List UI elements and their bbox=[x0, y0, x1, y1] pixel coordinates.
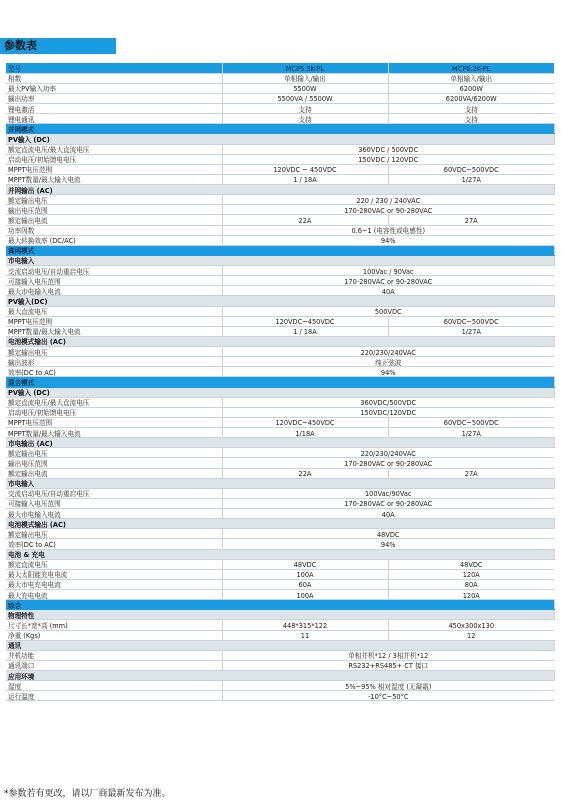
table-row bbox=[6, 660, 554, 670]
param-value-model-a: 单相输入/输出 bbox=[222, 73, 388, 83]
subsection-title: 市电输出 (AC) bbox=[6, 438, 554, 448]
table-row bbox=[6, 235, 554, 245]
spec-table-body bbox=[6, 63, 554, 701]
param-label: 湿度 bbox=[6, 681, 222, 691]
param-value-shared: 40A bbox=[222, 509, 554, 519]
table-row bbox=[6, 174, 554, 184]
param-label: 启动电压/初始馈电电压 bbox=[6, 407, 222, 417]
table-row bbox=[6, 347, 554, 357]
param-value-shared: 170-280VAC or 90-280VAC bbox=[222, 458, 554, 468]
param-value-shared: -10°C~50°C bbox=[222, 691, 554, 701]
param-label: 可接输入电压范围 bbox=[6, 276, 222, 286]
param-label: 额定直流电压/最大直流电压 bbox=[6, 144, 222, 154]
param-label: 额定输出电压 bbox=[6, 347, 222, 357]
param-value-model-a: 1/18A bbox=[222, 428, 388, 438]
param-value-model-b: 60VDC~500VDC bbox=[388, 164, 554, 174]
footnote: *参数若有更改，请以厂商最新发布为准。 bbox=[4, 789, 171, 799]
subsection-title: PV输入(DC) bbox=[6, 296, 554, 306]
param-value-model-b: 1/27A bbox=[388, 428, 554, 438]
param-label: 额定输出电压 bbox=[6, 448, 222, 458]
subsection-row bbox=[6, 255, 554, 265]
param-value-shared: 170-280VAC or 90-280VAC bbox=[222, 205, 554, 215]
table-row bbox=[6, 468, 554, 478]
param-label: 可接输入电压范围 bbox=[6, 498, 222, 508]
table-row bbox=[6, 539, 554, 549]
param-value-model-a: 100A bbox=[222, 590, 388, 600]
param-value-model-b: 1/27A bbox=[388, 326, 554, 336]
subsection-title: 市电输入 bbox=[6, 255, 554, 265]
param-value-model-b: 6200W bbox=[388, 83, 554, 93]
subsection-row bbox=[6, 387, 554, 397]
param-value-model-a: 448*315*122 bbox=[222, 620, 388, 630]
page-title: 参数表 bbox=[0, 38, 116, 54]
param-value-model-a: 22A bbox=[222, 468, 388, 478]
param-value-model-b: 1/27A bbox=[388, 174, 554, 184]
param-label: 尺寸长*宽*高 (mm) bbox=[6, 620, 222, 630]
param-value-model-b: 60VDC~500VDC bbox=[388, 316, 554, 326]
param-label: 交流启动电压/自动重启电压 bbox=[6, 266, 222, 276]
table-row bbox=[6, 144, 554, 154]
subsection-title: 电池 & 充电 bbox=[6, 549, 554, 559]
subsection-title: PV输入 (DC) bbox=[6, 134, 554, 144]
table-row bbox=[6, 630, 554, 640]
param-value-shared: 220/230/240VAC bbox=[222, 347, 554, 357]
table-row bbox=[6, 620, 554, 630]
param-value-model-a: 5500VA / 5500W bbox=[222, 93, 388, 103]
param-label: 效率(DC to AC) bbox=[6, 539, 222, 549]
header-model-b: MCP6.2K-PL bbox=[388, 63, 554, 73]
param-value-model-b: 450x300x130 bbox=[388, 620, 554, 630]
param-value-shared: 150VDC/120VDC bbox=[222, 407, 554, 417]
subsection-row bbox=[6, 640, 554, 650]
param-label: 额定直流电压/最大直流电压 bbox=[6, 397, 222, 407]
subsection-row bbox=[6, 296, 554, 306]
section-title: 离网模式 bbox=[6, 245, 554, 255]
param-label: MPPT数量/最大输入电流 bbox=[6, 174, 222, 184]
subsection-row bbox=[6, 134, 554, 144]
section-title: 综合 bbox=[6, 600, 554, 610]
table-row bbox=[6, 357, 554, 367]
param-value-shared: 360VDC/500VDC bbox=[222, 397, 554, 407]
param-value-shared: 纯正弦波 bbox=[222, 357, 554, 367]
table-row bbox=[6, 154, 554, 164]
table-row bbox=[6, 195, 554, 205]
table-row bbox=[6, 498, 554, 508]
param-value-shared: 100Vac / 90Vac bbox=[222, 266, 554, 276]
param-label: 最大转换效率 (DC/AC) bbox=[6, 235, 222, 245]
param-label: 最大市电输入电流 bbox=[6, 509, 222, 519]
param-label: 输出电压范围 bbox=[6, 205, 222, 215]
param-label: 最大市电输入电流 bbox=[6, 286, 222, 296]
param-label: 相数 bbox=[6, 73, 222, 83]
param-value-model-b: 6200VA/6200W bbox=[388, 93, 554, 103]
param-value-model-a: 22A bbox=[222, 215, 388, 225]
param-value-model-b: 27A bbox=[388, 215, 554, 225]
table-row bbox=[6, 306, 554, 316]
table-row bbox=[6, 205, 554, 215]
subsection-row bbox=[6, 671, 554, 681]
param-label: MPPT电压范围 bbox=[6, 417, 222, 427]
table-row bbox=[6, 559, 554, 569]
param-value-shared: RS232+RS485+ CT 接口 bbox=[222, 660, 554, 670]
table-row bbox=[6, 691, 554, 701]
table-row bbox=[6, 73, 554, 83]
param-label: 输出功率 bbox=[6, 93, 222, 103]
param-value-shared: 500VDC bbox=[222, 306, 554, 316]
table-row bbox=[6, 114, 554, 124]
param-value-shared: 0.6~1 (电容性或电感性) bbox=[222, 225, 554, 235]
param-value-shared: 220/230/240VAC bbox=[222, 448, 554, 458]
param-value-model-a: 5500W bbox=[222, 83, 388, 93]
subsection-title: 应用环境 bbox=[6, 671, 554, 681]
subsection-title: PV输入 (DC) bbox=[6, 387, 554, 397]
param-label: 功率因数 bbox=[6, 225, 222, 235]
param-value-shared: 220 / 230 / 240VAC bbox=[222, 195, 554, 205]
table-row bbox=[6, 529, 554, 539]
table-row bbox=[6, 569, 554, 579]
param-value-model-b: 单相输入/输出 bbox=[388, 73, 554, 83]
param-label: 额定输出电流 bbox=[6, 468, 222, 478]
param-value-shared: 5%~95% 相对湿度 (无凝霜) bbox=[222, 681, 554, 691]
table-row bbox=[6, 104, 554, 114]
param-label: 最大市电充电电流 bbox=[6, 579, 222, 589]
param-label: 启动电压/初始馈电电压 bbox=[6, 154, 222, 164]
param-label: 额定直流电压 bbox=[6, 559, 222, 569]
param-value-model-a: 120VDC~450VDC bbox=[222, 316, 388, 326]
param-label: 并机功能 bbox=[6, 650, 222, 660]
param-value-model-a: 48VDC bbox=[222, 559, 388, 569]
spec-table bbox=[6, 63, 555, 701]
param-label: 净重 (Kgs) bbox=[6, 630, 222, 640]
table-row bbox=[6, 326, 554, 336]
param-value-model-a: 支持 bbox=[222, 104, 388, 114]
table-row bbox=[6, 650, 554, 660]
param-value-model-a: 120VDC~450VDC bbox=[222, 417, 388, 427]
header-label: 型号 bbox=[6, 63, 222, 73]
param-value-shared: 100Vac/90Vac bbox=[222, 488, 554, 498]
subsection-title: 电池模式输出 (AC) bbox=[6, 519, 554, 529]
table-row bbox=[6, 367, 554, 377]
table-row bbox=[6, 458, 554, 468]
param-label: MPPT数量/最大输入电流 bbox=[6, 428, 222, 438]
param-value-model-a: 60A bbox=[222, 579, 388, 589]
table-row bbox=[6, 397, 554, 407]
param-value-model-b: 12 bbox=[388, 630, 554, 640]
section-band-row bbox=[6, 377, 554, 387]
table-row bbox=[6, 164, 554, 174]
param-value-model-b: 80A bbox=[388, 579, 554, 589]
param-value-shared: 94% bbox=[222, 367, 554, 377]
param-value-shared: 94% bbox=[222, 539, 554, 549]
param-label: 交流启动电压/自动重启电压 bbox=[6, 488, 222, 498]
subsection-row bbox=[6, 519, 554, 529]
param-value-model-a: 11 bbox=[222, 630, 388, 640]
param-value-shared: 单相并机*12 / 3相并机*12 bbox=[222, 650, 554, 660]
table-row bbox=[6, 448, 554, 458]
param-value-model-a: 1 / 18A bbox=[222, 326, 388, 336]
table-row bbox=[6, 83, 554, 93]
subsection-row bbox=[6, 610, 554, 620]
param-value-model-a: 100A bbox=[222, 569, 388, 579]
subsection-title: 并网输出 (AC) bbox=[6, 185, 554, 195]
param-label: 额定输出电压 bbox=[6, 195, 222, 205]
table-row bbox=[6, 428, 554, 438]
param-label: 锂电通讯 bbox=[6, 114, 222, 124]
param-value-model-b: 27A bbox=[388, 468, 554, 478]
table-row bbox=[6, 681, 554, 691]
table-row bbox=[6, 579, 554, 589]
table-row bbox=[6, 286, 554, 296]
param-value-model-a: 支持 bbox=[222, 114, 388, 124]
table-row bbox=[6, 276, 554, 286]
subsection-title: 物理特性 bbox=[6, 610, 554, 620]
param-value-shared: 150VDC / 120VDC bbox=[222, 154, 554, 164]
table-row bbox=[6, 407, 554, 417]
param-value-model-b: 60VDC~500VDC bbox=[388, 417, 554, 427]
section-band-row bbox=[6, 245, 554, 255]
table-row bbox=[6, 215, 554, 225]
param-label: 通讯端口 bbox=[6, 660, 222, 670]
param-label: 最大太阳能充电电流 bbox=[6, 569, 222, 579]
param-value-model-b: 120A bbox=[388, 590, 554, 600]
table-row bbox=[6, 488, 554, 498]
subsection-title: 电池模式输出 (AC) bbox=[6, 336, 554, 346]
table-header-row bbox=[6, 63, 554, 73]
table-row bbox=[6, 266, 554, 276]
param-value-model-a: 1 / 18A bbox=[222, 174, 388, 184]
table-row bbox=[6, 590, 554, 600]
param-value-model-b: 支持 bbox=[388, 114, 554, 124]
subsection-title: 市电输入 bbox=[6, 478, 554, 488]
subsection-row bbox=[6, 478, 554, 488]
param-label: 最大直流电压 bbox=[6, 306, 222, 316]
section-band-row bbox=[6, 124, 554, 134]
param-value-shared: 170-280VAC or 90-280VAC bbox=[222, 276, 554, 286]
param-label: 效率(DC to AC) bbox=[6, 367, 222, 377]
param-value-model-b: 支持 bbox=[388, 104, 554, 114]
section-band-row bbox=[6, 600, 554, 610]
param-value-shared: 170-280VAC or 90-280VAC bbox=[222, 498, 554, 508]
header-model-a: MCP5.5K-PL bbox=[222, 63, 388, 73]
table-row bbox=[6, 509, 554, 519]
subsection-row bbox=[6, 336, 554, 346]
param-value-model-a: 120VDC ~ 450VDC bbox=[222, 164, 388, 174]
param-label: 输出波形 bbox=[6, 357, 222, 367]
table-row bbox=[6, 417, 554, 427]
table-row bbox=[6, 225, 554, 235]
subsection-title: 通讯 bbox=[6, 640, 554, 650]
param-label: 最大充电电流 bbox=[6, 590, 222, 600]
param-label: 额定输出电压 bbox=[6, 529, 222, 539]
param-value-shared: 48VDC bbox=[222, 529, 554, 539]
subsection-row bbox=[6, 185, 554, 195]
subsection-row bbox=[6, 549, 554, 559]
subsection-row bbox=[6, 438, 554, 448]
section-title: 并网模式 bbox=[6, 124, 554, 134]
param-label: 锂电激活 bbox=[6, 104, 222, 114]
param-value-shared: 94% bbox=[222, 235, 554, 245]
param-label: MPPT电压范围 bbox=[6, 316, 222, 326]
param-label: 运行温度 bbox=[6, 691, 222, 701]
param-value-model-b: 120A bbox=[388, 569, 554, 579]
param-label: 输出电压范围 bbox=[6, 458, 222, 468]
param-value-model-b: 48VDC bbox=[388, 559, 554, 569]
param-label: MPPT数量/最大输入电流 bbox=[6, 326, 222, 336]
param-value-shared: 360VDC / 500VDC bbox=[222, 144, 554, 154]
table-row bbox=[6, 316, 554, 326]
table-row bbox=[6, 93, 554, 103]
param-label: 最大PV输入功率 bbox=[6, 83, 222, 93]
section-title: 混合模式 bbox=[6, 377, 554, 387]
param-value-shared: 40A bbox=[222, 286, 554, 296]
param-label: 额定输出电流 bbox=[6, 215, 222, 225]
param-label: MPPT电压范围 bbox=[6, 164, 222, 174]
